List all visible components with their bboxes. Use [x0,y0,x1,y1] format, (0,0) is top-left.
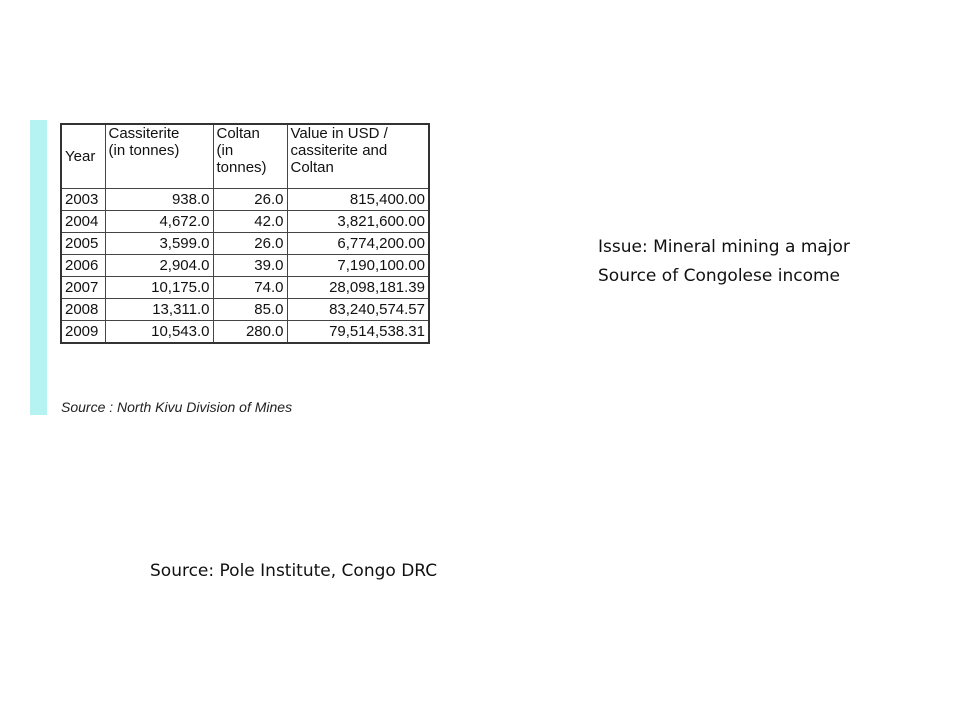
header-coltan-line: (in [216,142,234,159]
header-value-line: Value in USD / [290,125,388,142]
header-year-label: Year [65,148,96,165]
cell-value: 7,190,100.00 [287,255,429,277]
cell-cassiterite: 938.0 [105,189,213,211]
issue-statement [598,233,928,291]
cell-value: 815,400.00 [287,189,429,211]
cell-year: 2007 [61,277,105,299]
header-cassiterite-line: (in tonnes) [108,142,180,159]
mining-data-table [60,123,430,344]
header-value-line: Coltan [290,159,334,176]
cell-cassiterite: 3,599.0 [105,233,213,255]
cell-year: 2006 [61,255,105,277]
table-row [61,233,429,255]
cell-value: 79,514,538.31 [287,321,429,344]
table-source-caption: Source : North Kivu Division of Mines [61,399,293,415]
cell-coltan: 26.0 [213,233,287,255]
accent-bar [30,120,47,415]
cell-coltan: 85.0 [213,299,287,321]
cell-cassiterite: 4,672.0 [105,211,213,233]
cell-year: 2008 [61,299,105,321]
cell-year: 2005 [61,233,105,255]
cell-year: 2003 [61,189,105,211]
cell-cassiterite: 2,904.0 [105,255,213,277]
table-row [61,255,429,277]
table-row [61,321,429,344]
cell-value: 28,098,181.39 [287,277,429,299]
cell-year: 2009 [61,321,105,344]
cell-coltan: 39.0 [213,255,287,277]
cell-coltan: 26.0 [213,189,287,211]
header-coltan [213,124,287,189]
header-coltan-line: Coltan [216,125,260,142]
table-header-row [61,124,429,189]
header-cassiterite [105,124,213,189]
cell-value: 83,240,574.57 [287,299,429,321]
cell-coltan: 42.0 [213,211,287,233]
header-value [287,124,429,189]
cell-cassiterite: 13,311.0 [105,299,213,321]
table-row [61,299,429,321]
cell-cassiterite: 10,543.0 [105,321,213,344]
header-cassiterite-line: Cassiterite [108,125,180,142]
table-row [61,189,429,211]
header-value-line: cassiterite and [290,142,388,159]
table-row [61,211,429,233]
header-coltan-line: tonnes) [216,159,267,176]
slide-source-citation: Source: Pole Institute, Congo DRC [150,561,438,581]
cell-coltan: 280.0 [213,321,287,344]
cell-year: 2004 [61,211,105,233]
cell-value: 6,774,200.00 [287,233,429,255]
issue-line: Source of Congolese income [598,266,840,286]
header-year [61,124,105,189]
cell-value: 3,821,600.00 [287,211,429,233]
cell-cassiterite: 10,175.0 [105,277,213,299]
cell-coltan: 74.0 [213,277,287,299]
issue-line: Issue: Mineral mining a major [598,237,850,257]
mining-table-image [47,120,437,418]
table-row [61,277,429,299]
